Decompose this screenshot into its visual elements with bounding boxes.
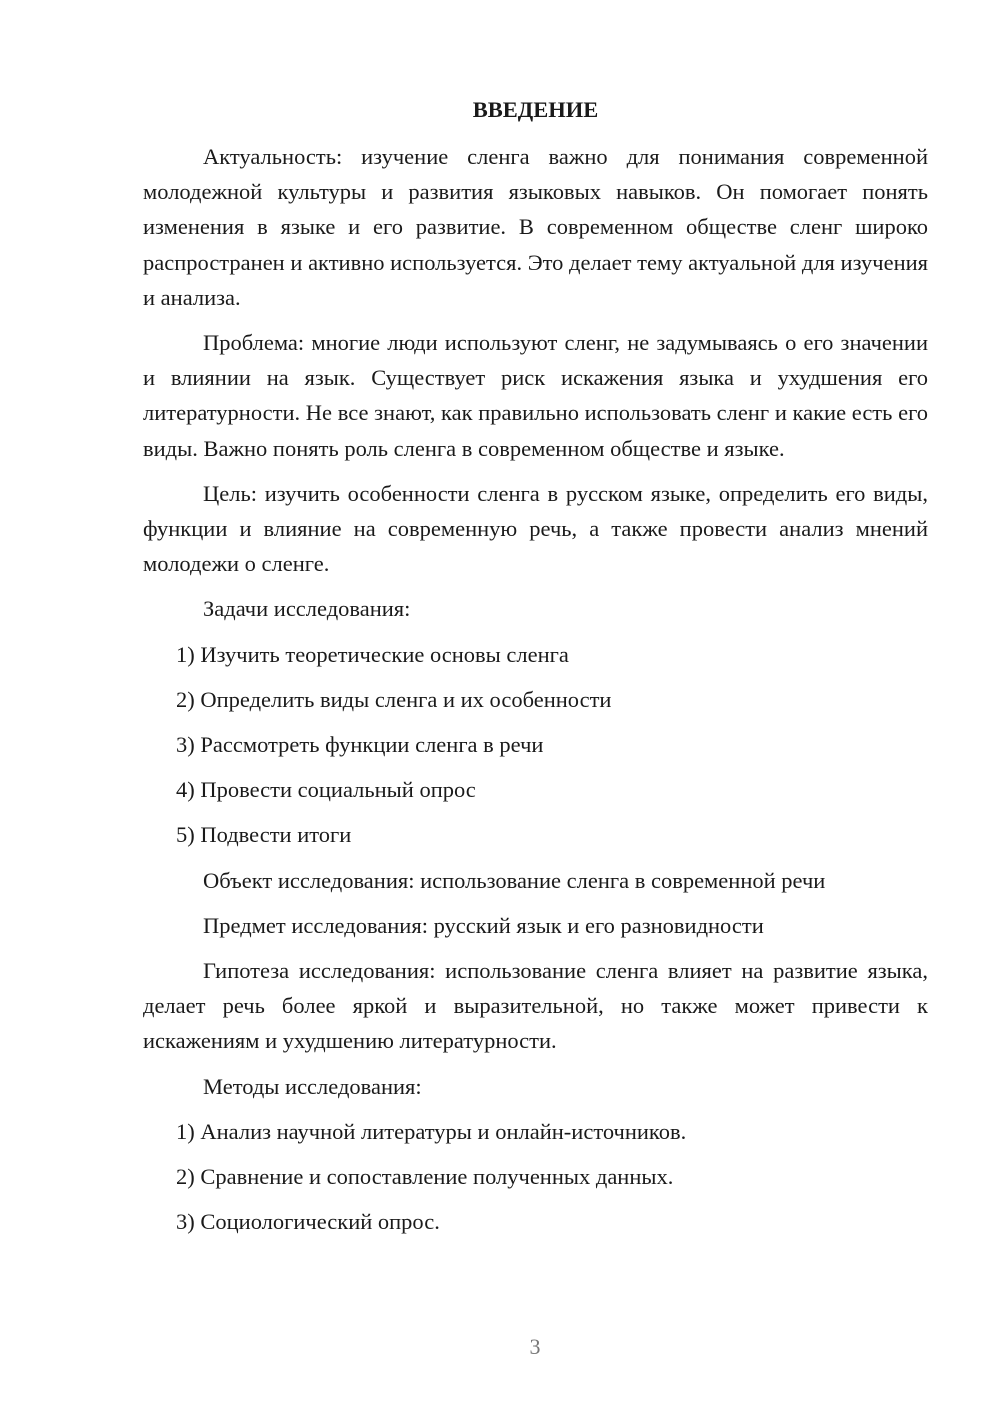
document-page [143, 92, 928, 1249]
task-item-2: 2) Определить виды сленга и их особенности [176, 686, 612, 712]
object-line: Объект исследования: использование сленга в современной речи [203, 867, 826, 893]
task-item-5: 5) Подвести итоги [176, 822, 352, 848]
tasks-list [143, 637, 928, 853]
task-item-4: 4) Провести социальный опрос [176, 777, 476, 803]
subject-line: Предмет исследования: русский язык и его разновидности [203, 912, 764, 938]
problem-paragraph: Проблема: многие люди используют сленг, не задумываясь о его значении и влиянии на язык. Существует риск искажения языка и ухудшения его литературности. Не все знают, как правильно использовать сленг и какие есть его виды. Важно понять роль сленга в современном обществе и языке. [143, 330, 928, 461]
method-item-1: 1) Анализ научной литературы и онлайн-источников. [176, 1118, 687, 1144]
methods-heading: Методы исследования: [203, 1073, 422, 1099]
hypothesis-paragraph: Гипотеза исследования: использование сленга влияет на развитие языка, делает речь более яркой и выразительной, но также может привести к искажениям и ухудшению литературности. [143, 958, 928, 1054]
page-number: 3 [529, 1334, 541, 1359]
method-item-2: 2) Сравнение и сопоставление полученных данных. [176, 1164, 674, 1190]
task-item-1: 1) Изучить теоретические основы сленга [176, 641, 569, 667]
methods-list [143, 1114, 928, 1240]
section-title: ВВЕДЕНИЕ [472, 97, 599, 122]
tasks-heading: Задачи исследования: [203, 596, 411, 622]
goal-paragraph: Цель: изучить особенности сленга в русском языке, определить его виды, функции и влияние на современную речь, а также провести анализ мнений молодежи о сленге. [143, 480, 928, 577]
task-item-3: 3) Рассмотреть функции сленга в речи [176, 732, 544, 758]
method-item-3: 3) Социологический опрос. [176, 1209, 440, 1235]
relevance-paragraph: Актуальность: изучение сленга важно для понимания современной молодежной культуры и развития языковых навыков. Он помогает понять изменения в языке и его развитие. В современном обществе сленг широко распространен и активно используется. Это делает тему актуальной для изучения и анализа. [143, 144, 928, 310]
